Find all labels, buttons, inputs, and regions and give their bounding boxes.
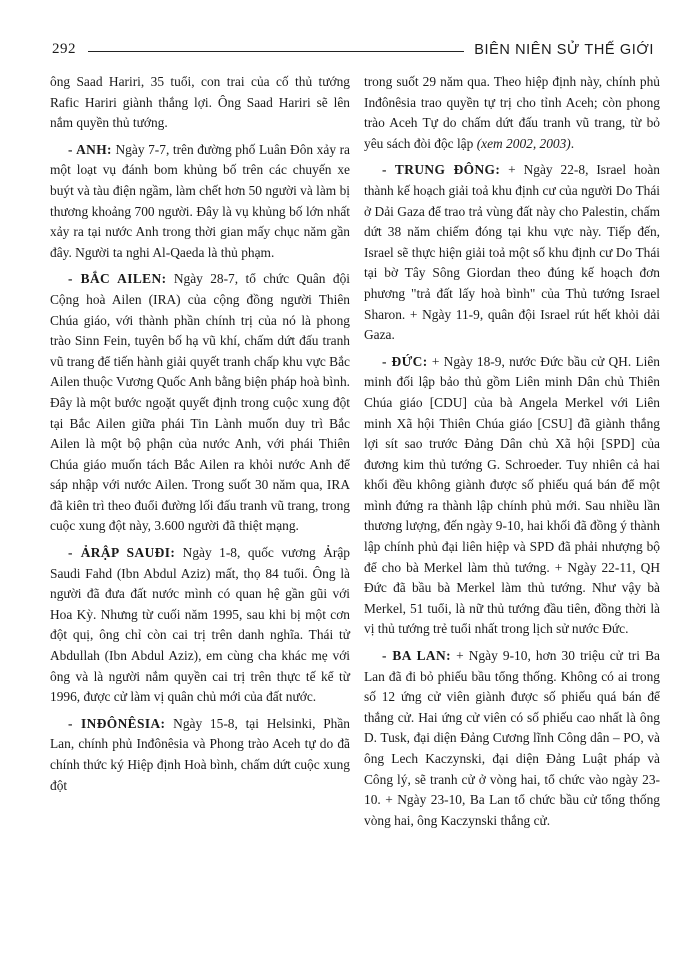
entry-text: + Ngày 9-10, hơn 30 triệu cử tri Ba Lan đã đi bỏ phiếu bầu tổng thống. Không có ai trong số 12 ứng cử viên giành được số phiếu quá bán để thắng cử. Hai ứng cử viên có số phiếu cao nhất là ông D. Tusk, đại diện Đảng Cương lĩnh Công dân – PO, và ông Lech Kaczynski, đại diện Đảng Luật pháp và Công lý, sẽ tranh cử ở vòng hai, tổ chức vào ngày 23-10. + Ngày 23-10, Ba Lan tổ chức bầu cử tổng thống vòng hai, ông Kaczynski thắng cử.: [364, 648, 660, 828]
page-number: 292: [52, 41, 76, 57]
entry-duc: [364, 352, 660, 640]
paragraph-tail: .: [570, 135, 575, 151]
paragraph-lebanon-cont: [50, 72, 350, 134]
cross-reference: (xem 2002, 2003): [476, 135, 571, 151]
entry-heading: - ĐỨC:: [382, 353, 428, 369]
entry-arap-saudi: [50, 543, 350, 708]
running-title: BIÊN NIÊN SỬ THẾ GIỚI: [474, 42, 654, 58]
entry-ba-lan: [364, 646, 660, 831]
entry-anh: [50, 140, 350, 264]
entry-heading: - ANH:: [68, 141, 112, 157]
entry-text: + Ngày 22-8, Israel hoàn thành kế hoạch giải toả khu định cư của người Do Thái ở Dải Gaza để trao trả vùng đất này cho Palestin, chấm dứt 38 năm chiếm đóng tại khu vực này. Tiếp đến, Israel sẽ thực hiện giải toả một số khu định cư Do Thái tại bờ Tây Sông Giordan theo đúng kế hoạch đơn phương "trả đất lấy hoà bình" của Thủ tướng Israel Sharon. + Ngày 11-9, quân đội Israel rút hết khỏi dải Gaza.: [364, 162, 661, 343]
entry-text: + Ngày 18-9, nước Đức bầu cử QH. Liên minh đối lập bảo thủ gồm Liên minh Dân chủ Thiên Chúa giáo [CDU] của bà Angela Merkel với Liên minh Xã hội Thiên Chúa giáo [CSU] đã giành thắng lợi sít sao trước Đảng Dân chủ Xã hội [SPD] của đương kim thủ tướng G. Schroeder. Tuy nhiên cả hai khối đều không giành được số phiếu quá bán để một mình đứng ra thành lập chính phủ mới. Sau nhiều lần thương lượng, đến ngày 9-10, hai khối đã đồng ý thành lập chính phủ đại liên hiệp và SPD đã phải nhượng bộ để cho bà Merkel làm thủ tướng. + Ngày 22-11, QH Đức đã bầu bà Merkel làm thủ tướng. Như vậy bà Merkel, 51 tuổi, là nữ thủ tướng đầu tiên, đồng thời là vị thủ tướng trẻ tuổi nhất trong lịch sử nước Đức.: [364, 353, 660, 637]
entry-heading: - INĐÔNÊSIA:: [68, 715, 166, 731]
entry-heading: - BA LAN:: [382, 648, 451, 664]
entry-text: Ngày 7-7, trên đường phố Luân Đôn xảy ra một loạt vụ đánh bom khủng bố trên các chuyến xe buýt và tàu điện ngầm, làm chết hơn 50 người và làm bị thương khoảng 700 người. Đây là vụ khủng bố lớn nhất xảy ra tại nước Anh trong thời gian mấy chục năm gần đây. Người ta nghi Al-Qaeda là thủ phạm.: [50, 141, 351, 260]
entry-indonesia: [50, 714, 350, 796]
page-header: [52, 36, 654, 58]
entry-heading: - BẮC AILEN:: [68, 271, 167, 287]
left-column: [50, 72, 350, 802]
header-rule: [88, 51, 464, 52]
entry-heading: - ẢRẬP SAUĐI:: [68, 545, 176, 561]
entry-heading: - TRUNG ĐÔNG:: [382, 162, 501, 178]
entry-trung-dong: [364, 160, 660, 345]
entry-text: Ngày 28-7, tổ chức Quân đội Cộng hoà Ailen (IRA) của cộng đồng người Thiên Chúa giáo, với thành phần chính trị của nó là phong trào Sinn Fein, tuyên bố hạ vũ khí, chấm dứt đấu tranh vũ trang để tiến hành giải quyết tranh chấp khu vực Bắc Ailen thuộc Vương Quốc Anh bằng biện pháp hoà bình. Đây là một bước ngoặt quyết định trong cuộc xung đột tại Bắc Ailen giữa phái Tin Lành muốn duy trì Bắc Ailen là một bộ phận của nước Anh, với phái Thiên Chúa giáo muốn tách Bắc Ailen ra khỏi nước Anh để sáp nhập với nước Ailen. Trong suốt 30 năm qua, IRA đã kiên trì theo đuổi đường lối đấu tranh vũ trang, trong cuộc xung đột này, 3.600 người đã thiệt mạng.: [50, 271, 350, 534]
right-column: [364, 72, 660, 837]
entry-bac-ailen: [50, 269, 350, 537]
paragraph-text: trong suốt 29 năm qua. Theo hiệp định này, chính phủ Inđônêsia trao quyền tự trị cho tỉnh Aceh; còn phong trào Aceh Tự do chấm dứt đấu tranh vũ trang, từ bỏ yêu sách đòi độc lập: [364, 74, 660, 151]
paragraph-indonesia-cont: [364, 72, 660, 154]
entry-text: Ngày 1-8, quốc vương Ảrập Saudi Fahd (Ibn Abdul Aziz) mất, thọ 84 tuổi. Ông là người đã đưa đất nước mình có quan hệ gần gũi với Hoa Kỳ. Nhưng từ cuối năm 1995, sau khi bị một cơn đột quị, ông chỉ còn cai trị trên danh nghĩa. Thái tử Abdullah (Ibn Abdul Aziz), em cùng cha khác mẹ với ông và là người nắm quyền cai trị trên thực tế kể từ 1996, được cử làm vị quân chủ mới của đất nước.: [50, 545, 350, 705]
entry-text: Ngày 15-8, tại Helsinki, Phần Lan, chính phủ Inđônêsia và Phong trào Aceh tự do đã chính thức ký Hiệp định Hoà bình, chấm dứt cuộc xung đột: [50, 715, 350, 793]
paragraph-text: ông Saad Hariri, 35 tuổi, con trai của cố thủ tướng Rafic Hariri giành thắng lợi. Ông Saad Hariri sẽ lên nắm quyền thủ tướng.: [50, 74, 350, 131]
